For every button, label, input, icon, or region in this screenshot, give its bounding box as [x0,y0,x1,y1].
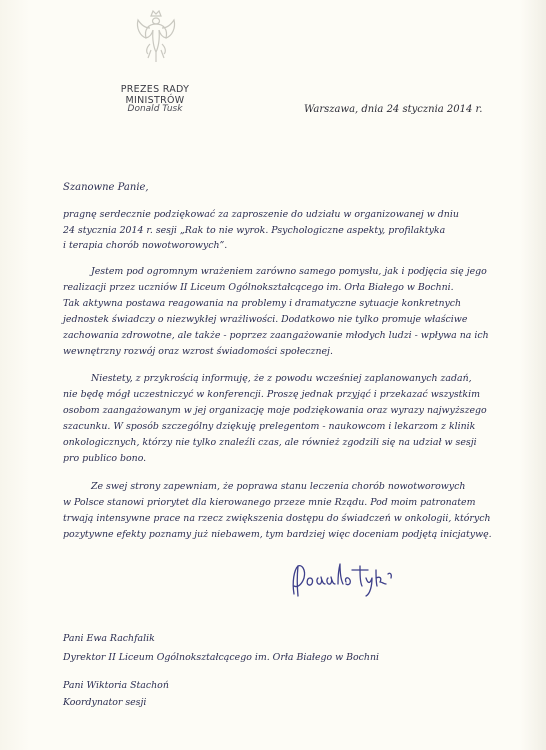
letter-line: w Polsce stanowi priorytet dla kierowanego przeze mnie Rządu. Pod moim patronatem [63,497,476,508]
letter-line: wewnętrzny rozwój oraz wzrost świadomości społecznej. [63,346,333,357]
handwritten-signature [288,556,408,600]
sender-name: Donald Tusk [127,104,183,114]
letter-line: pro publico bono. [63,453,147,464]
letter-line: pozytywne efekty poznamy już niebawem, tym bardziej więc doceniam podjętą inicjatywę. [63,529,492,540]
salutation: Szanowne Panie, [63,182,149,193]
letter-line: trwają intensywne prace na rzecz zwiększenia dostępu do świadczeń w onkologii, których [63,513,491,524]
letter-line: osobom zaangażowanym w jej organizację moje podziękowania oraz wyrazy najwyższego [63,405,487,416]
office-title: PREZES RADY MINISTRÓW [120,84,190,106]
letter-line: szacunku. W sposób szczególny dziękuję prelegentom - naukowcom i lekarzom z klinik [63,421,476,432]
letter-line: Jestem pod ogromnym wrażeniem zarówno samego pomysłu, jak i podjęcia się jego [91,266,487,277]
letter-line: zachowania zdrowotne, ale także - poprzez zaangażowanie młodych ludzi - wpływa na ich [63,330,489,341]
letter-line: i terapia chorób nowotworowych”. [63,240,228,251]
letter-line: Niestety, z przykrością informuję, że z powodu wcześniej zaplanowanych zadań, [91,373,472,384]
letter-line: Tak aktywna postawa reagowania na problemy i dramatyczne sytuacje konkretnych [63,298,462,309]
letter-line: realizacji przez uczniów II Liceum Ogólnokształcącego im. Orła Białego w Bochni. [63,282,454,293]
letter-line: jednostek świadczy o niezwykłej wrażliwości. Dodatkowo nie tylko promuje właściwe [63,314,468,325]
recipient-role: Koordynator sesji [63,697,147,708]
recipient-name: Pani Wiktoria Stachoń [63,680,169,691]
letter-line: Ze swej strony zapewniam, że poprawa stanu leczenia chorób nowotworowych [91,481,466,492]
letter-line: pragnę serdecznie podziękować za zaproszenie do udziału w organizowanej w dniu [63,209,459,220]
recipient-role: Dyrektor II Liceum Ogólnokształcącego im. Orła Białego w Bochni [63,652,379,663]
letter-line: onkologicznych, którzy nie tylko znaleźli czas, ale również zgodzili się na udział w sesji [63,437,477,448]
letter-line: nie będę mógł uczestniczyć w konferencji. Proszę jednak przyjąć i przekazać wszystkim [63,389,480,400]
recipient-name: Pani Ewa Rachfalik [63,633,155,644]
place-and-date: Warszawa, dnia 24 stycznia 2014 r. [304,104,483,115]
letter-line: 24 stycznia 2014 r. sesji „Rak to nie wyrok. Psychologiczne aspekty, profilaktyka [63,225,446,236]
